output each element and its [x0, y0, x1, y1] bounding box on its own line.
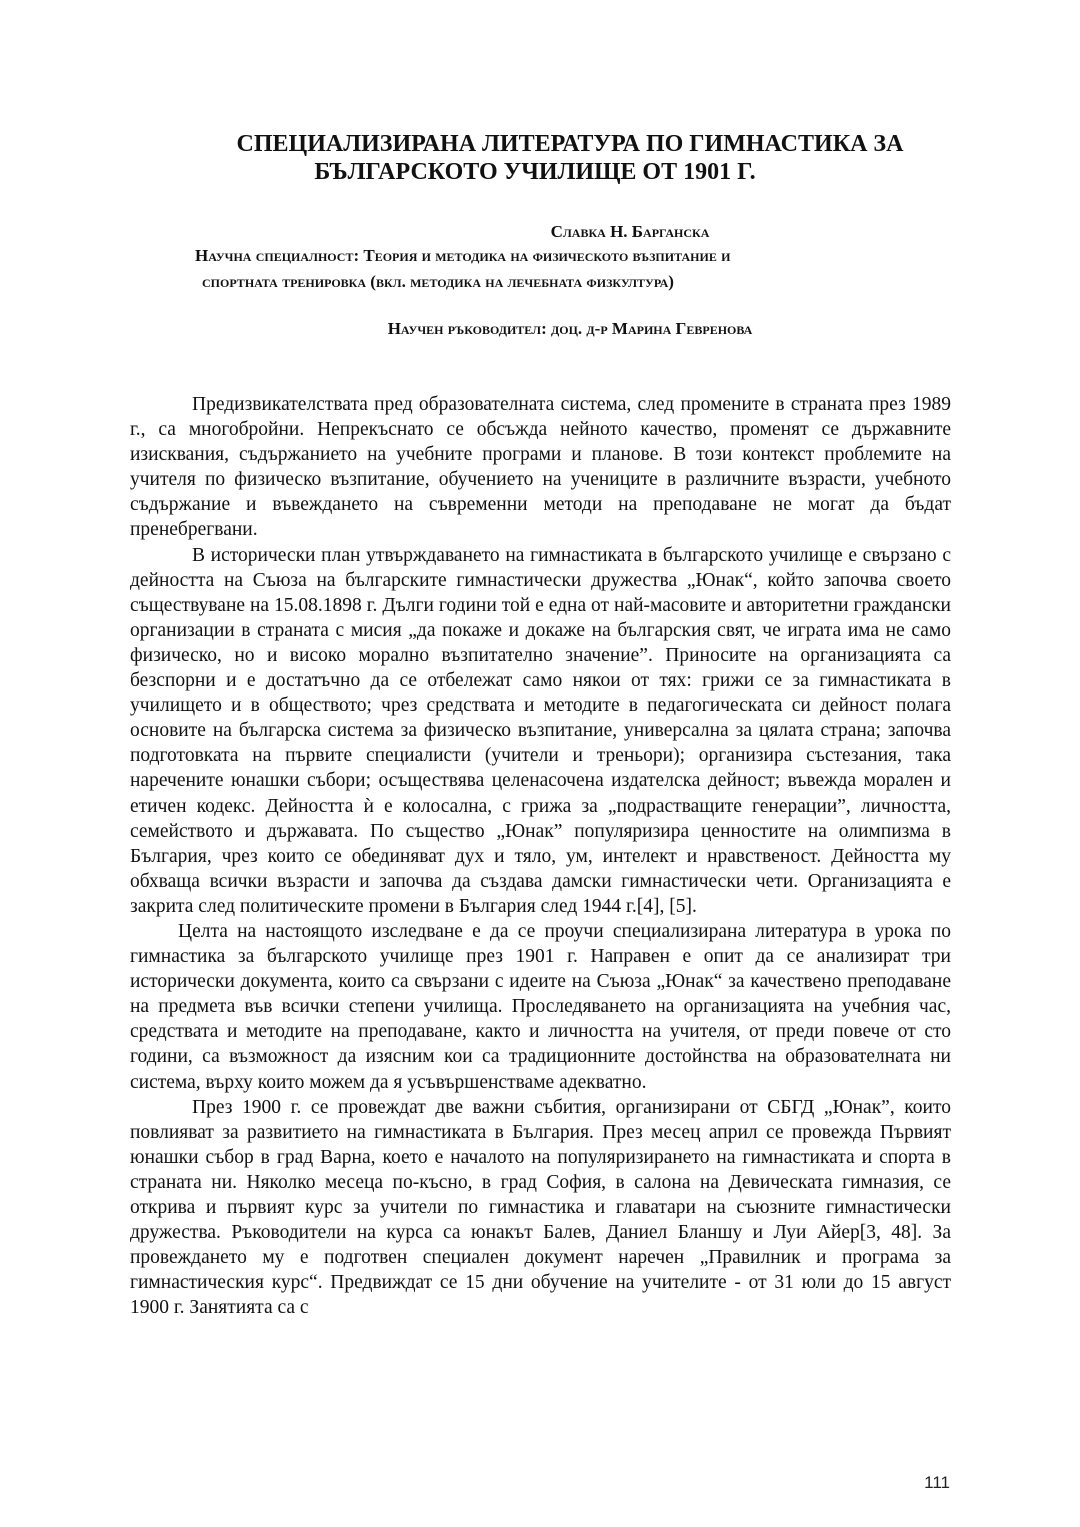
- specialty-line-1: Научна специалност: Теория и методика на физическото възпитание и: [195, 246, 731, 265]
- paragraph: Целта на настоящото изследване е да се проучи специализирана литература в урока по гимнастика за българското училище през 1901 г. Направен е опит да се анализират три исторически документа, които са свързани с идеите на Съюза „Юнак“ за качествено преподаване на предмета във всички степени училища. Проследяването на организацията на учебния час, средствата и методите на преподаване, както и личността на учителя, от преди повече от сто години, са възможност да изясним кои са традиционните достойнства на образователната ни система, върху които можем да я усъвършенстваме адекватно.: [130, 920, 951, 1093]
- paper-title-line-2: БЪЛГАРСКОТО УЧИЛИЩЕ ОТ 1901 Г.: [314, 159, 756, 185]
- scientific-specialty: [180, 243, 970, 295]
- paper-title: [140, 130, 1000, 186]
- specialty-line-2: спортната тренировка (вкл. методика на лечебната физкултура): [202, 272, 674, 291]
- paragraph: Предизвикателствата пред образователната система, след промените в страната през 1989 г., са многобройни. Непрекъснато се обсъжда нейното качество, променят се държавните изисквания, съдържанието на учебните програми и планове. В този контекст проблемите на учителя по физическо възпитание, обучението на учениците в различните възрасти, учебното съдържание и въвеждането на съвременни методи на преподаване не могат да бъдат пренебрегвани.: [130, 394, 951, 541]
- body-text: [130, 392, 951, 1320]
- paper-title-line-1: СПЕЦИАЛИЗИРАНА ЛИТЕРАТУРА ПО ГИМНАСТИКА ЗА: [236, 131, 904, 157]
- scientific-supervisor: Научен ръководител: доц. д-р Марина Гевренова: [387, 319, 753, 338]
- page-number: 111: [924, 1473, 950, 1492]
- author-name: Славка Н. Барганска: [550, 222, 710, 241]
- paragraph: В исторически план утвърждаването на гимнастиката в българското училище е свързано с дейността на Съюза на българските гимнастически дружества „Юнак“, който започва своето съществуване на 15.08.1898 г. Дълги години той е една от най-масовите и авторитетни граждански организации в страната с мисия „да покаже и докаже на българския свят, че играта има не само физическо, но и високо морално възпитателно значение”. Приносите на организацията са безспорни и е достатъчно да се отбележат само някои от тях: грижи се за гимнастиката в училището и в обществото; чрез средствата и методите в педагогическата си дейност полага основите на българска система за физическо възпитание, универсална за цялата страна; започва подготовката на първите специалисти (учители и треньори); организира състезания, така наречените юнашки събори; осъществява целенасочена издателска дейност; въвежда морален и етичен кодекс. Дейността ѝ е колосална, с грижа за „подрастващите генерации”, личността, семейството и държавата. По същество „Юнак” популяризира ценностите на олимпизма в България, чрез които се обединяват дух и тяло, ум, интелект и нравственост. Дейността му обхваща всички възрасти и започва да създава дамски гимнастически чети. Организацията е закрита след политическите промени в България след 1944 г.[4], [5].: [130, 544, 951, 917]
- paragraph: През 1900 г. се провеждат две важни събития, организирани от СБГД „Юнак”, които повлияват за развитието на гимнастиката в България. През месец април се провежда Първият юнашки събор в град Варна, което е началото на популяризирането на гимнастиката и спорта в страната ни. Няколко месеца по-късно, в град София, в салона на Девическата гимназия, се открива и първият курс за учители по гимнастика и главатари на съюзните гимнастически дружества. Ръководители на курса са юнакът Балев, Даниел Бланшу и Луи Айер[3, 48]. За провеждането му е подготвен специален документ наречен „Правилник и програма за гимнастическия курс“. Предвиждат се 15 дни обучение на учителите - от 31 юли до 15 август 1900 г. Занятията са с: [130, 1096, 951, 1319]
